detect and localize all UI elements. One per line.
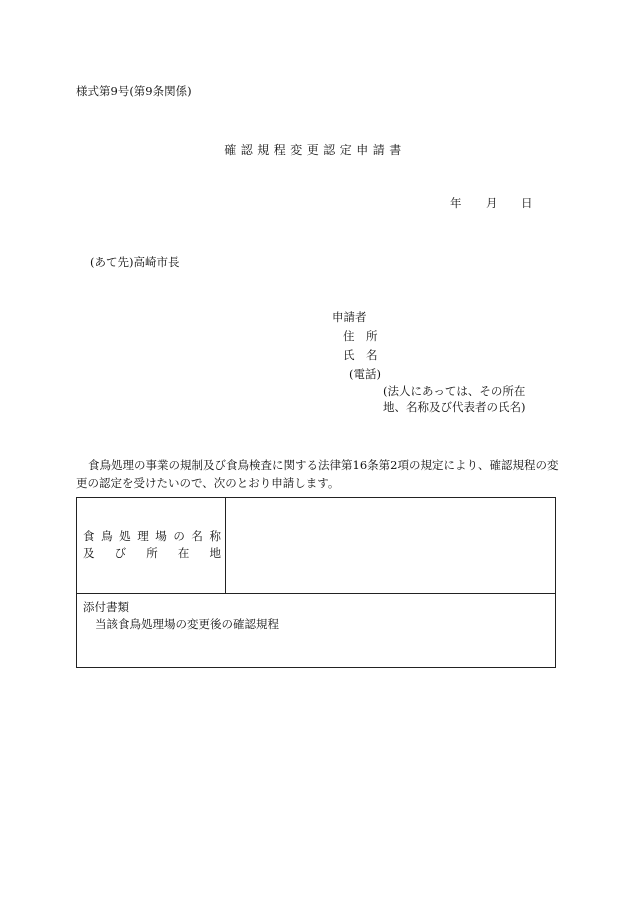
attachments-label: 添付書類 <box>83 600 129 614</box>
application-statement: 食鳥処理の事業の規制及び食鳥検査に関する法律第16条第2項の規定により、確認規程の変更の認定を受けたいので、次のとおり申請します。 <box>76 458 559 490</box>
corporate-note-line1: (法人にあっては、その所在 <box>383 384 526 398</box>
facility-label-line1: 食鳥処理場の名称 <box>83 529 221 543</box>
document-title: 確認規程変更認定申請書 <box>224 143 406 157</box>
date-day: 日 <box>521 196 533 210</box>
form-number: 様式第9号(第9条関係) <box>76 84 192 98</box>
attachments-item: 当該食鳥処理場の変更後の確認規程 <box>95 617 279 631</box>
address-label: 住 所 <box>343 329 378 343</box>
applicant-label: 申請者 <box>332 310 367 324</box>
facility-row <box>77 498 555 594</box>
addressee: (あて先)高崎市長 <box>90 255 180 269</box>
date-year: 年 <box>450 196 462 210</box>
application-table <box>76 497 556 668</box>
facility-value-cell[interactable] <box>226 498 555 593</box>
facility-label-line2: 及び所在地 <box>83 546 221 560</box>
name-label: 氏 名 <box>343 348 378 362</box>
date-month: 月 <box>486 196 498 210</box>
phone-label: (電話) <box>349 367 381 381</box>
corporate-note-line2: 地、名称及び代表者の氏名) <box>383 400 526 414</box>
facility-label-cell <box>77 498 226 593</box>
